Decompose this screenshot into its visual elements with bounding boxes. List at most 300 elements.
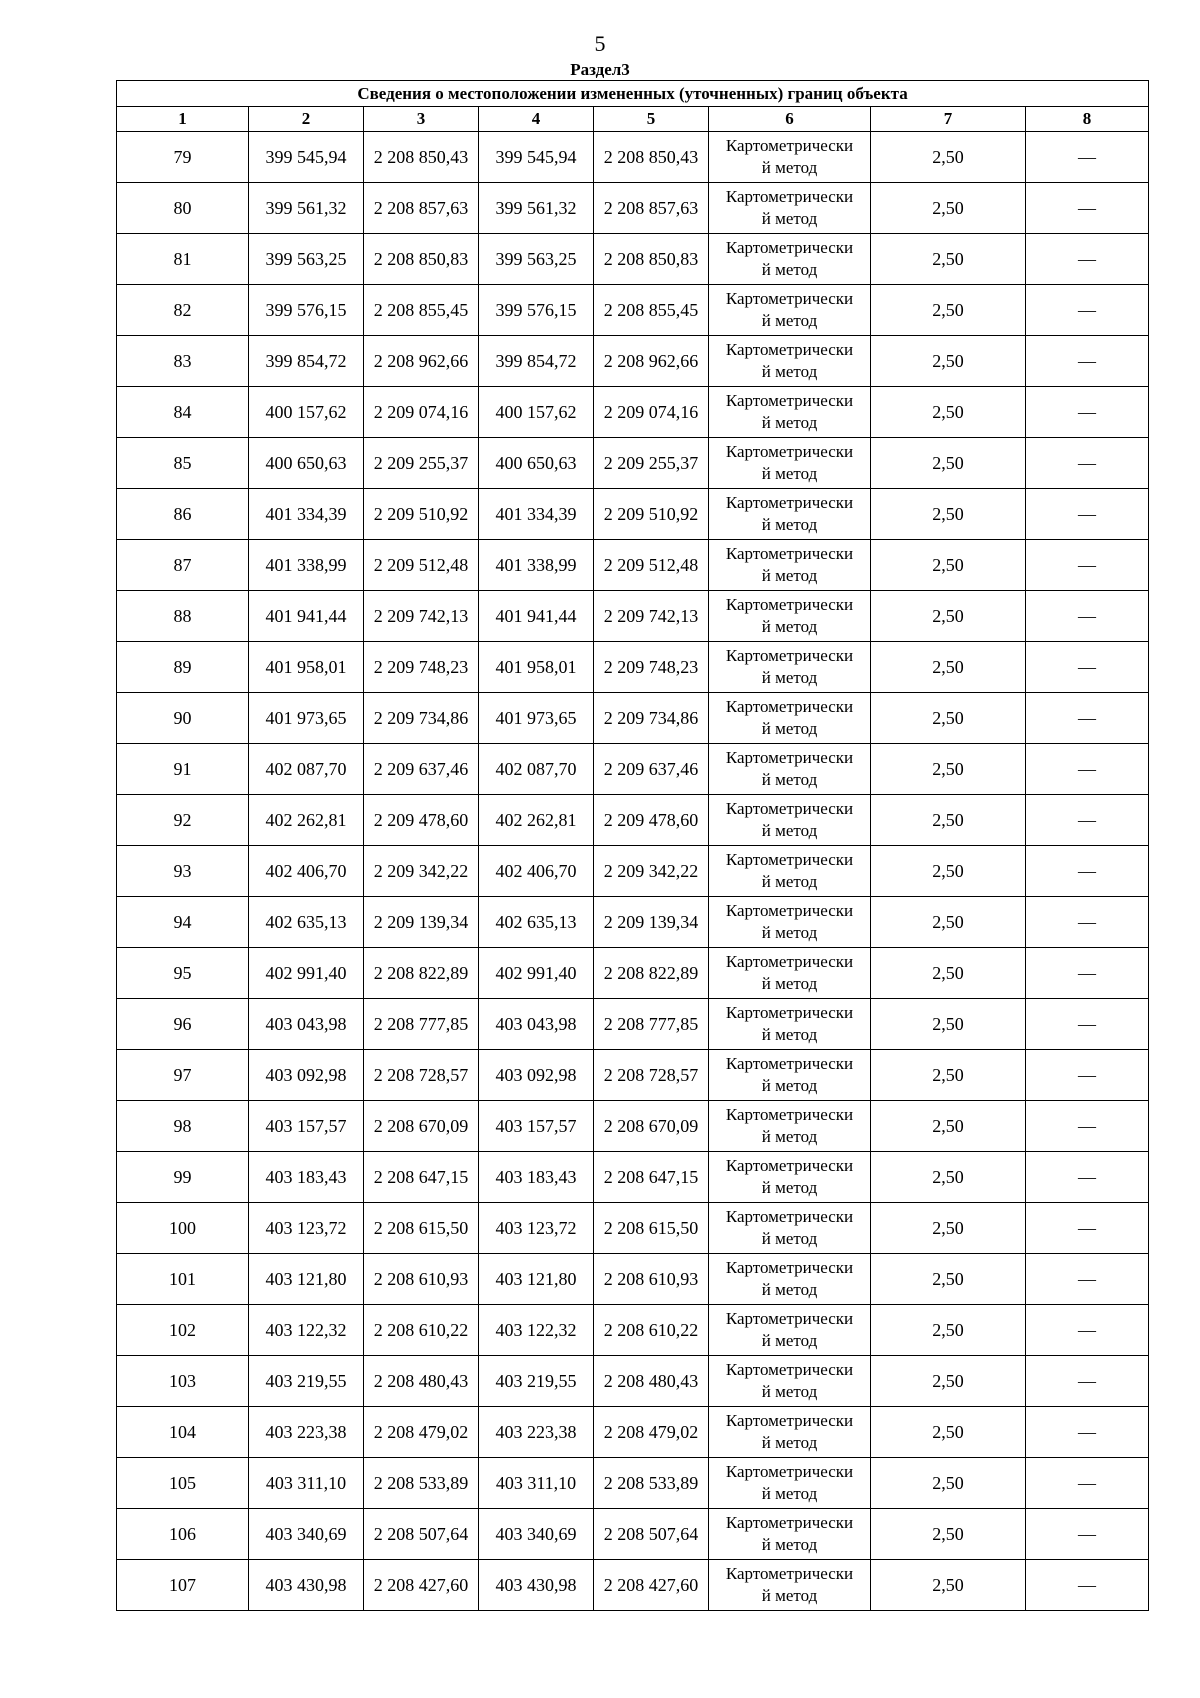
point-number-cell: 96: [117, 999, 249, 1050]
point-number-cell: 105: [117, 1458, 249, 1509]
y-coordinate-cell: 2 208 777,85: [364, 999, 479, 1050]
description-cell: —: [1026, 438, 1149, 489]
point-number-cell: 86: [117, 489, 249, 540]
table-row: [117, 897, 1149, 948]
method-cell: [709, 642, 871, 693]
table-row: [117, 183, 1149, 234]
description-cell: —: [1026, 795, 1149, 846]
x-coordinate-refined-cell: 403 123,72: [479, 1203, 594, 1254]
point-number-cell: 94: [117, 897, 249, 948]
description-cell: —: [1026, 948, 1149, 999]
method-cell: [709, 1305, 871, 1356]
y-coordinate-cell: 2 209 478,60: [364, 795, 479, 846]
description-cell: —: [1026, 846, 1149, 897]
y-coordinate-refined-cell: 2 209 342,22: [594, 846, 709, 897]
point-number-cell: 88: [117, 591, 249, 642]
method-cell: [709, 540, 871, 591]
y-coordinate-refined-cell: 2 208 479,02: [594, 1407, 709, 1458]
method-text-line-2: й метод: [761, 515, 818, 534]
method-cell: [709, 234, 871, 285]
accuracy-cell: 2,50: [871, 1560, 1026, 1611]
point-number-cell: 84: [117, 387, 249, 438]
method-text-line-2: й метод: [761, 311, 818, 330]
description-cell: —: [1026, 744, 1149, 795]
x-coordinate-cell: 402 262,81: [249, 795, 364, 846]
table-row: [117, 1458, 1149, 1509]
method-cell: [709, 132, 871, 183]
x-coordinate-refined-cell: 401 958,01: [479, 642, 594, 693]
boundary-coordinates-table: [116, 80, 1149, 1611]
method-text-line-2: й метод: [761, 1229, 818, 1248]
table-row: [117, 846, 1149, 897]
description-cell: —: [1026, 387, 1149, 438]
method-text-line-2: й метод: [761, 1280, 818, 1299]
x-coordinate-refined-cell: 403 043,98: [479, 999, 594, 1050]
x-coordinate-cell: 399 545,94: [249, 132, 364, 183]
method-text-line-2: й метод: [761, 974, 818, 993]
x-coordinate-cell: 403 219,55: [249, 1356, 364, 1407]
x-coordinate-refined-cell: 403 219,55: [479, 1356, 594, 1407]
x-coordinate-refined-cell: 403 121,80: [479, 1254, 594, 1305]
y-coordinate-refined-cell: 2 208 507,64: [594, 1509, 709, 1560]
point-number-cell: 93: [117, 846, 249, 897]
point-number-cell: 87: [117, 540, 249, 591]
method-cell: [709, 438, 871, 489]
method-text-line-1: Картометрически: [725, 1105, 854, 1124]
y-coordinate-cell: 2 208 822,89: [364, 948, 479, 999]
page-number: 5: [594, 31, 606, 56]
table-row: [117, 1050, 1149, 1101]
method-cell: [709, 897, 871, 948]
method-text-line-1: Картометрически: [725, 1411, 854, 1430]
y-coordinate-refined-cell: 2 208 615,50: [594, 1203, 709, 1254]
column-header: 2: [249, 107, 364, 132]
y-coordinate-refined-cell: 2 208 850,43: [594, 132, 709, 183]
accuracy-cell: 2,50: [871, 1458, 1026, 1509]
table-caption: Сведения о местоположении измененных (уточненных) границ объекта: [117, 81, 1149, 107]
table-row: [117, 489, 1149, 540]
column-header: 5: [594, 107, 709, 132]
method-text-line-1: Картометрически: [725, 748, 854, 767]
method-text-line-2: й метод: [761, 923, 818, 942]
description-cell: —: [1026, 234, 1149, 285]
table-row: [117, 1203, 1149, 1254]
description-cell: —: [1026, 693, 1149, 744]
accuracy-cell: 2,50: [871, 285, 1026, 336]
y-coordinate-refined-cell: 2 208 427,60: [594, 1560, 709, 1611]
method-text-line-1: Картометрически: [725, 1564, 854, 1583]
y-coordinate-cell: 2 208 480,43: [364, 1356, 479, 1407]
x-coordinate-refined-cell: 399 545,94: [479, 132, 594, 183]
accuracy-cell: 2,50: [871, 183, 1026, 234]
table-row: [117, 540, 1149, 591]
x-coordinate-cell: 399 563,25: [249, 234, 364, 285]
y-coordinate-refined-cell: 2 208 480,43: [594, 1356, 709, 1407]
y-coordinate-refined-cell: 2 209 478,60: [594, 795, 709, 846]
y-coordinate-cell: 2 208 610,22: [364, 1305, 479, 1356]
method-text-line-2: й метод: [761, 566, 818, 585]
y-coordinate-refined-cell: 2 209 074,16: [594, 387, 709, 438]
description-cell: —: [1026, 1152, 1149, 1203]
method-text-line-2: й метод: [761, 1382, 818, 1401]
x-coordinate-cell: 401 973,65: [249, 693, 364, 744]
y-coordinate-refined-cell: 2 208 850,83: [594, 234, 709, 285]
description-cell: —: [1026, 1458, 1149, 1509]
method-cell: [709, 1152, 871, 1203]
method-text-line-2: й метод: [761, 158, 818, 177]
accuracy-cell: 2,50: [871, 438, 1026, 489]
point-number-cell: 106: [117, 1509, 249, 1560]
description-cell: —: [1026, 1050, 1149, 1101]
accuracy-cell: 2,50: [871, 846, 1026, 897]
section-title: Раздел3: [570, 60, 630, 79]
x-coordinate-refined-cell: 402 635,13: [479, 897, 594, 948]
method-text-line-1: Картометрически: [725, 1309, 854, 1328]
column-header: 3: [364, 107, 479, 132]
method-cell: [709, 1407, 871, 1458]
x-coordinate-cell: 400 157,62: [249, 387, 364, 438]
x-coordinate-refined-cell: 403 183,43: [479, 1152, 594, 1203]
point-number-cell: 102: [117, 1305, 249, 1356]
description-cell: —: [1026, 1407, 1149, 1458]
method-text-line-1: Картометрически: [725, 442, 854, 461]
description-cell: —: [1026, 999, 1149, 1050]
x-coordinate-cell: 402 635,13: [249, 897, 364, 948]
x-coordinate-cell: 399 561,32: [249, 183, 364, 234]
y-coordinate-cell: 2 208 507,64: [364, 1509, 479, 1560]
table-row: [117, 1560, 1149, 1611]
description-cell: —: [1026, 897, 1149, 948]
y-coordinate-cell: 2 209 748,23: [364, 642, 479, 693]
x-coordinate-cell: 403 340,69: [249, 1509, 364, 1560]
method-text-line-1: Картометрически: [725, 1258, 854, 1277]
x-coordinate-refined-cell: 403 157,57: [479, 1101, 594, 1152]
accuracy-cell: 2,50: [871, 1356, 1026, 1407]
point-number-cell: 80: [117, 183, 249, 234]
method-cell: [709, 1458, 871, 1509]
point-number-cell: 104: [117, 1407, 249, 1458]
method-cell: [709, 1509, 871, 1560]
point-number-cell: 107: [117, 1560, 249, 1611]
y-coordinate-refined-cell: 2 208 728,57: [594, 1050, 709, 1101]
accuracy-cell: 2,50: [871, 1407, 1026, 1458]
y-coordinate-cell: 2 208 647,15: [364, 1152, 479, 1203]
table-row: [117, 591, 1149, 642]
point-number-cell: 82: [117, 285, 249, 336]
point-number-cell: 89: [117, 642, 249, 693]
y-coordinate-cell: 2 208 670,09: [364, 1101, 479, 1152]
x-coordinate-cell: 403 123,72: [249, 1203, 364, 1254]
description-cell: —: [1026, 1101, 1149, 1152]
x-coordinate-cell: 401 338,99: [249, 540, 364, 591]
x-coordinate-refined-cell: 403 340,69: [479, 1509, 594, 1560]
y-coordinate-refined-cell: 2 208 610,22: [594, 1305, 709, 1356]
y-coordinate-refined-cell: 2 209 255,37: [594, 438, 709, 489]
y-coordinate-refined-cell: 2 209 139,34: [594, 897, 709, 948]
y-coordinate-cell: 2 209 255,37: [364, 438, 479, 489]
y-coordinate-cell: 2 209 139,34: [364, 897, 479, 948]
x-coordinate-cell: 403 223,38: [249, 1407, 364, 1458]
method-text-line-2: й метод: [761, 821, 818, 840]
method-text-line-1: Картометрически: [725, 595, 854, 614]
x-coordinate-cell: 403 157,57: [249, 1101, 364, 1152]
x-coordinate-cell: 403 121,80: [249, 1254, 364, 1305]
method-text-line-2: й метод: [761, 1076, 818, 1095]
method-text-line-2: й метод: [761, 209, 818, 228]
y-coordinate-refined-cell: 2 209 748,23: [594, 642, 709, 693]
description-cell: —: [1026, 540, 1149, 591]
accuracy-cell: 2,50: [871, 591, 1026, 642]
method-text-line-1: Картометрически: [725, 391, 854, 410]
x-coordinate-refined-cell: 399 561,32: [479, 183, 594, 234]
method-text-line-1: Картометрически: [725, 289, 854, 308]
x-coordinate-refined-cell: 403 223,38: [479, 1407, 594, 1458]
table-row: [117, 1254, 1149, 1305]
point-number-cell: 99: [117, 1152, 249, 1203]
accuracy-cell: 2,50: [871, 489, 1026, 540]
description-cell: —: [1026, 591, 1149, 642]
column-header: 6: [709, 107, 871, 132]
method-cell: [709, 795, 871, 846]
method-text-line-2: й метод: [761, 719, 818, 738]
table-row: [117, 132, 1149, 183]
x-coordinate-refined-cell: 401 338,99: [479, 540, 594, 591]
y-coordinate-cell: 2 209 512,48: [364, 540, 479, 591]
method-cell: [709, 387, 871, 438]
accuracy-cell: 2,50: [871, 1509, 1026, 1560]
method-text-line-1: Картометрически: [725, 1003, 854, 1022]
description-cell: —: [1026, 489, 1149, 540]
x-coordinate-cell: 402 087,70: [249, 744, 364, 795]
y-coordinate-refined-cell: 2 209 510,92: [594, 489, 709, 540]
accuracy-cell: 2,50: [871, 336, 1026, 387]
method-cell: [709, 1203, 871, 1254]
y-coordinate-cell: 2 208 962,66: [364, 336, 479, 387]
method-cell: [709, 948, 871, 999]
accuracy-cell: 2,50: [871, 132, 1026, 183]
point-number-cell: 79: [117, 132, 249, 183]
method-cell: [709, 1101, 871, 1152]
point-number-cell: 83: [117, 336, 249, 387]
y-coordinate-cell: 2 208 850,83: [364, 234, 479, 285]
description-cell: —: [1026, 285, 1149, 336]
table-row: [117, 1305, 1149, 1356]
x-coordinate-refined-cell: 402 991,40: [479, 948, 594, 999]
method-text-line-2: й метод: [761, 1586, 818, 1605]
x-coordinate-refined-cell: 403 430,98: [479, 1560, 594, 1611]
description-cell: —: [1026, 1560, 1149, 1611]
y-coordinate-cell: 2 208 427,60: [364, 1560, 479, 1611]
point-number-cell: 103: [117, 1356, 249, 1407]
y-coordinate-cell: 2 208 479,02: [364, 1407, 479, 1458]
method-cell: [709, 591, 871, 642]
column-header: 1: [117, 107, 249, 132]
accuracy-cell: 2,50: [871, 744, 1026, 795]
description-cell: —: [1026, 1509, 1149, 1560]
description-cell: —: [1026, 1203, 1149, 1254]
x-coordinate-refined-cell: 399 854,72: [479, 336, 594, 387]
y-coordinate-cell: 2 208 850,43: [364, 132, 479, 183]
description-cell: —: [1026, 132, 1149, 183]
x-coordinate-refined-cell: 403 092,98: [479, 1050, 594, 1101]
x-coordinate-refined-cell: 402 406,70: [479, 846, 594, 897]
y-coordinate-cell: 2 209 742,13: [364, 591, 479, 642]
x-coordinate-cell: 399 576,15: [249, 285, 364, 336]
method-text-line-1: Картометрически: [725, 1207, 854, 1226]
accuracy-cell: 2,50: [871, 897, 1026, 948]
method-text-line-1: Картометрически: [725, 187, 854, 206]
y-coordinate-refined-cell: 2 209 742,13: [594, 591, 709, 642]
method-text-line-2: й метод: [761, 260, 818, 279]
method-text-line-2: й метод: [761, 1331, 818, 1350]
y-coordinate-cell: 2 208 728,57: [364, 1050, 479, 1101]
table-row: [117, 948, 1149, 999]
x-coordinate-refined-cell: 401 334,39: [479, 489, 594, 540]
method-text-line-2: й метод: [761, 872, 818, 891]
method-text-line-1: Картометрически: [725, 952, 854, 971]
x-coordinate-refined-cell: 401 941,44: [479, 591, 594, 642]
accuracy-cell: 2,50: [871, 1101, 1026, 1152]
y-coordinate-refined-cell: 2 209 512,48: [594, 540, 709, 591]
method-cell: [709, 999, 871, 1050]
x-coordinate-cell: 403 122,32: [249, 1305, 364, 1356]
x-coordinate-refined-cell: 399 563,25: [479, 234, 594, 285]
x-coordinate-cell: 402 991,40: [249, 948, 364, 999]
accuracy-cell: 2,50: [871, 948, 1026, 999]
method-text-line-1: Картометрически: [725, 340, 854, 359]
x-coordinate-refined-cell: 402 087,70: [479, 744, 594, 795]
accuracy-cell: 2,50: [871, 1152, 1026, 1203]
x-coordinate-refined-cell: 403 122,32: [479, 1305, 594, 1356]
description-cell: —: [1026, 336, 1149, 387]
point-number-cell: 92: [117, 795, 249, 846]
x-coordinate-cell: 403 311,10: [249, 1458, 364, 1509]
table-caption-row: [117, 81, 1149, 107]
point-number-cell: 90: [117, 693, 249, 744]
x-coordinate-refined-cell: 399 576,15: [479, 285, 594, 336]
table-row: [117, 1101, 1149, 1152]
description-cell: —: [1026, 1305, 1149, 1356]
column-header: 7: [871, 107, 1026, 132]
method-text-line-2: й метод: [761, 1178, 818, 1197]
x-coordinate-cell: 403 183,43: [249, 1152, 364, 1203]
x-coordinate-cell: 400 650,63: [249, 438, 364, 489]
y-coordinate-refined-cell: 2 208 777,85: [594, 999, 709, 1050]
method-cell: [709, 285, 871, 336]
method-text-line-1: Картометрически: [725, 646, 854, 665]
accuracy-cell: 2,50: [871, 642, 1026, 693]
x-coordinate-cell: 403 092,98: [249, 1050, 364, 1101]
x-coordinate-refined-cell: 402 262,81: [479, 795, 594, 846]
description-cell: —: [1026, 1356, 1149, 1407]
method-text-line-2: й метод: [761, 464, 818, 483]
method-text-line-1: Картометрически: [725, 238, 854, 257]
table-row: [117, 999, 1149, 1050]
method-text-line-1: Картометрически: [725, 1360, 854, 1379]
y-coordinate-refined-cell: 2 208 610,93: [594, 1254, 709, 1305]
column-number-row: [117, 107, 1149, 132]
method-cell: [709, 1050, 871, 1101]
table-body: [117, 132, 1149, 1611]
method-text-line-2: й метод: [761, 668, 818, 687]
method-text-line-2: й метод: [761, 1127, 818, 1146]
y-coordinate-refined-cell: 2 208 962,66: [594, 336, 709, 387]
method-cell: [709, 1254, 871, 1305]
y-coordinate-cell: 2 209 637,46: [364, 744, 479, 795]
y-coordinate-refined-cell: 2 209 637,46: [594, 744, 709, 795]
y-coordinate-refined-cell: 2 208 857,63: [594, 183, 709, 234]
accuracy-cell: 2,50: [871, 1254, 1026, 1305]
x-coordinate-refined-cell: 400 157,62: [479, 387, 594, 438]
table-row: [117, 1509, 1149, 1560]
method-text-line-1: Картометрически: [725, 901, 854, 920]
method-text-line-2: й метод: [761, 413, 818, 432]
accuracy-cell: 2,50: [871, 1050, 1026, 1101]
method-text-line-1: Картометрически: [725, 544, 854, 563]
y-coordinate-cell: 2 208 857,63: [364, 183, 479, 234]
method-text-line-1: Картометрически: [725, 1054, 854, 1073]
point-number-cell: 101: [117, 1254, 249, 1305]
table-row: [117, 438, 1149, 489]
table-row: [117, 285, 1149, 336]
table-row: [117, 1407, 1149, 1458]
y-coordinate-refined-cell: 2 208 647,15: [594, 1152, 709, 1203]
x-coordinate-cell: 401 941,44: [249, 591, 364, 642]
accuracy-cell: 2,50: [871, 999, 1026, 1050]
method-text-line-1: Картометрически: [725, 799, 854, 818]
method-text-line-1: Картометрически: [725, 136, 854, 155]
table-row: [117, 1152, 1149, 1203]
y-coordinate-refined-cell: 2 208 533,89: [594, 1458, 709, 1509]
point-number-cell: 95: [117, 948, 249, 999]
method-text-line-1: Картометрически: [725, 697, 854, 716]
x-coordinate-cell: 403 043,98: [249, 999, 364, 1050]
point-number-cell: 91: [117, 744, 249, 795]
description-cell: —: [1026, 183, 1149, 234]
point-number-cell: 98: [117, 1101, 249, 1152]
accuracy-cell: 2,50: [871, 234, 1026, 285]
point-number-cell: 100: [117, 1203, 249, 1254]
method-text-line-2: й метод: [761, 362, 818, 381]
accuracy-cell: 2,50: [871, 1203, 1026, 1254]
x-coordinate-refined-cell: 403 311,10: [479, 1458, 594, 1509]
table-row: [117, 795, 1149, 846]
point-number-cell: 97: [117, 1050, 249, 1101]
method-text-line-2: й метод: [761, 1484, 818, 1503]
x-coordinate-refined-cell: 400 650,63: [479, 438, 594, 489]
column-header: 8: [1026, 107, 1149, 132]
table-row: [117, 1356, 1149, 1407]
method-text-line-1: Картометрически: [725, 850, 854, 869]
column-header: 4: [479, 107, 594, 132]
y-coordinate-cell: 2 209 510,92: [364, 489, 479, 540]
y-coordinate-refined-cell: 2 208 822,89: [594, 948, 709, 999]
y-coordinate-cell: 2 209 342,22: [364, 846, 479, 897]
method-cell: [709, 846, 871, 897]
accuracy-cell: 2,50: [871, 795, 1026, 846]
y-coordinate-refined-cell: 2 208 670,09: [594, 1101, 709, 1152]
y-coordinate-cell: 2 209 734,86: [364, 693, 479, 744]
table-row: [117, 336, 1149, 387]
method-text-line-2: й метод: [761, 1433, 818, 1452]
point-number-cell: 81: [117, 234, 249, 285]
method-text-line-1: Картометрически: [725, 1462, 854, 1481]
accuracy-cell: 2,50: [871, 1305, 1026, 1356]
accuracy-cell: 2,50: [871, 540, 1026, 591]
method-text-line-2: й метод: [761, 1025, 818, 1044]
method-text-line-1: Картометрически: [725, 1156, 854, 1175]
description-cell: —: [1026, 642, 1149, 693]
